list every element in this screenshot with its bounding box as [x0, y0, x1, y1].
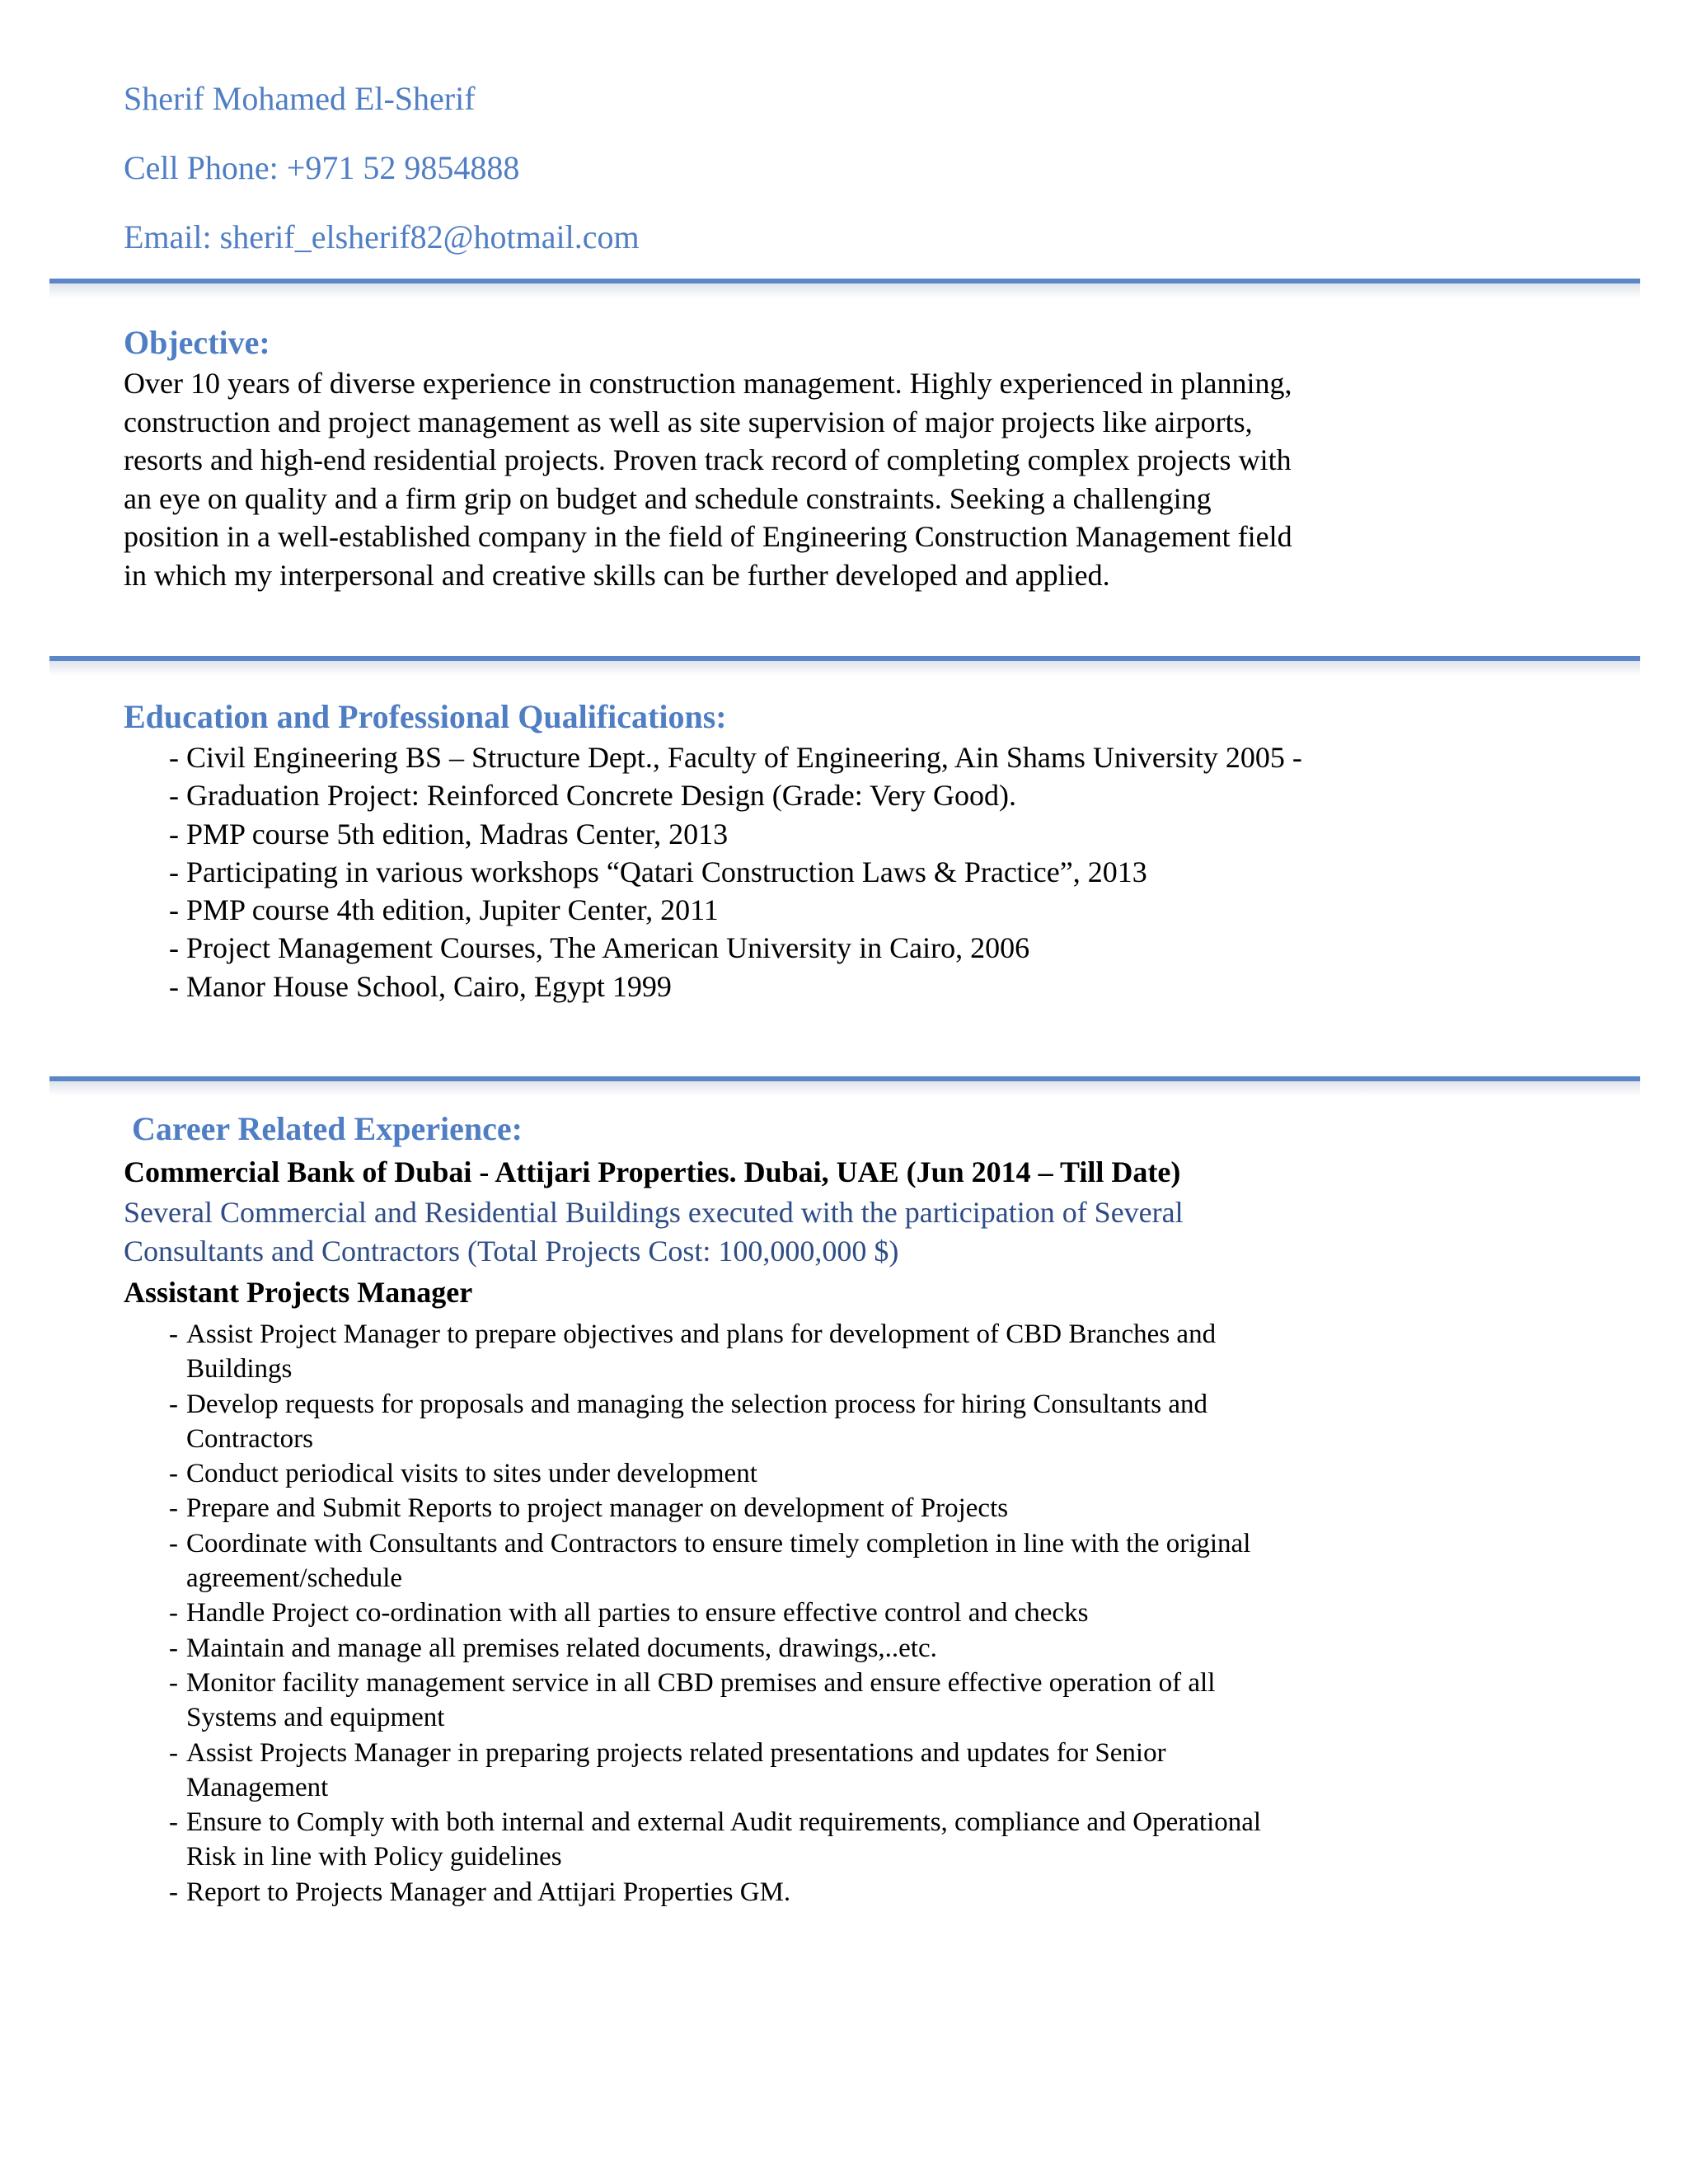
section-divider: [49, 279, 1640, 284]
duty-continuation: Contractors: [186, 1423, 313, 1454]
duty-line: [169, 1387, 1261, 1422]
bullet-dash: -: [169, 1807, 178, 1838]
objective-line: resorts and high-end residential projects. Proven track record of completing complex projects with: [124, 443, 1292, 476]
education-item: - PMP course 4th edition, Jupiter Center, 2011: [169, 893, 719, 927]
duty-text: Monitor facility management service in all CBD premises and ensure effective operation of all: [186, 1667, 1216, 1698]
objective-line: an eye on quality and a firm grip on budget and schedule constraints. Seeking a challenging: [124, 481, 1212, 515]
duty-text: Develop requests for proposals and managing the selection process for hiring Consultants and: [186, 1389, 1208, 1419]
bullet-dash: -: [169, 1493, 178, 1524]
duty-text: Coordinate with Consultants and Contractors to ensure timely completion in line with the original: [186, 1528, 1251, 1558]
duty-item: [169, 1666, 1261, 1736]
duty-item: [169, 1491, 1261, 1526]
duty-item: [169, 1526, 1261, 1596]
objective-heading: Objective:: [124, 324, 270, 361]
education-item: - Graduation Project: Reinforced Concrete Design (Grade: Very Good).: [169, 779, 1017, 813]
education-list: [169, 738, 1302, 1005]
duty-text: Assist Project Manager to prepare objectives and plans for development of CBD Branches and: [186, 1319, 1217, 1349]
objective-line: construction and project management as well as site supervision of major projects like airports,: [124, 405, 1253, 438]
bullet-dash: -: [169, 1598, 178, 1629]
description-line: Several Commercial and Residential Buildings executed with the participation of Several: [124, 1196, 1184, 1229]
duty-continuation: Buildings: [186, 1354, 293, 1385]
duty-line: [169, 1631, 1261, 1666]
bullet-dash: -: [169, 1737, 178, 1768]
description-line: Consultants and Contractors (Total Projects Cost: 100,000,000 $): [124, 1235, 899, 1268]
duty-text: Prepare and Submit Reports to project manager on development of Projects: [186, 1493, 1009, 1524]
employer: Commercial Bank of Dubai - Attijari Properties. Dubai, UAE (Jun 2014 – Till Date): [124, 1155, 1181, 1188]
duties-list: [169, 1317, 1261, 1910]
objective-line: Over 10 years of diverse experience in construction management. Highly experienced in planning,: [124, 367, 1292, 400]
duty-item: [169, 1805, 1261, 1875]
duty-item: [169, 1875, 1261, 1910]
bullet-dash: -: [169, 1459, 178, 1489]
duty-line: [169, 1491, 1261, 1526]
objective-text: [124, 364, 1442, 594]
bullet-dash: -: [169, 1319, 178, 1349]
duty-item: [169, 1387, 1261, 1457]
duty-line: [169, 1596, 1261, 1630]
duty-item: [169, 1736, 1261, 1806]
duty-item: [169, 1317, 1261, 1387]
section-divider: [49, 1076, 1640, 1081]
experience-heading: Career Related Experience:: [132, 1110, 523, 1147]
duty-continuation: agreement/schedule: [186, 1563, 403, 1594]
duty-continuation: Management: [186, 1772, 329, 1802]
bullet-dash: -: [169, 1389, 178, 1419]
duty-line: [169, 1875, 1261, 1910]
bullet-dash: -: [169, 1528, 178, 1558]
duty-line: [169, 1666, 1261, 1700]
duty-line: [169, 1736, 1261, 1770]
education-item: - Project Management Courses, The American University in Cairo, 2006: [169, 931, 1030, 965]
bullet-dash: -: [169, 1877, 178, 1907]
duty-text: Maintain and manage all premises related documents, drawings,..etc.: [186, 1633, 937, 1663]
duty-continuation: Systems and equipment: [186, 1703, 445, 1733]
candidate-name: Sherif Mohamed El-Sherif: [124, 80, 476, 117]
duty-item: [169, 1456, 1261, 1491]
education-item: - Civil Engineering BS – Structure Dept., Faculty of Engineering, Ain Shams University 2005 -: [169, 741, 1302, 774]
section-divider: [49, 656, 1640, 661]
objective-line: in which my interpersonal and creative skills can be further developed and applied.: [124, 558, 1110, 592]
cell-phone: Cell Phone: +971 52 9854888: [124, 149, 520, 186]
duty-text: Conduct periodical visits to sites under development: [186, 1459, 757, 1489]
duty-text: Ensure to Comply with both internal and external Audit requirements, compliance and Operational: [186, 1807, 1262, 1838]
education-item: - Participating in various workshops “Qatari Construction Laws & Practice”, 2013: [169, 855, 1147, 888]
bullet-dash: -: [169, 1667, 178, 1698]
objective-line: position in a well-established company in the field of Engineering Construction Management field: [124, 520, 1292, 553]
job-title: Assistant Projects Manager: [124, 1276, 473, 1309]
experience-description: [124, 1193, 1184, 1271]
duty-text: Assist Projects Manager in preparing projects related presentations and updates for Senior: [186, 1737, 1166, 1768]
education-item: - PMP course 5th edition, Madras Center, 2013: [169, 817, 729, 851]
duty-line: [169, 1456, 1261, 1491]
email: Email: sherif_elsherif82@hotmail.com: [124, 218, 640, 255]
duty-line: [169, 1805, 1261, 1840]
duty-item: [169, 1631, 1261, 1666]
duty-text: Handle Project co-ordination with all parties to ensure effective control and checks: [186, 1598, 1089, 1629]
duty-continuation: Risk in line with Policy guidelines: [186, 1842, 562, 1872]
duty-line: [169, 1526, 1261, 1561]
education-heading: Education and Professional Qualifications:: [124, 698, 727, 735]
bullet-dash: -: [169, 1633, 178, 1663]
duty-line: [169, 1317, 1261, 1352]
duty-item: [169, 1596, 1261, 1630]
education-item: - Manor House School, Cairo, Egypt 1999: [169, 969, 672, 1003]
duty-text: Report to Projects Manager and Attijari Properties GM.: [186, 1877, 791, 1907]
